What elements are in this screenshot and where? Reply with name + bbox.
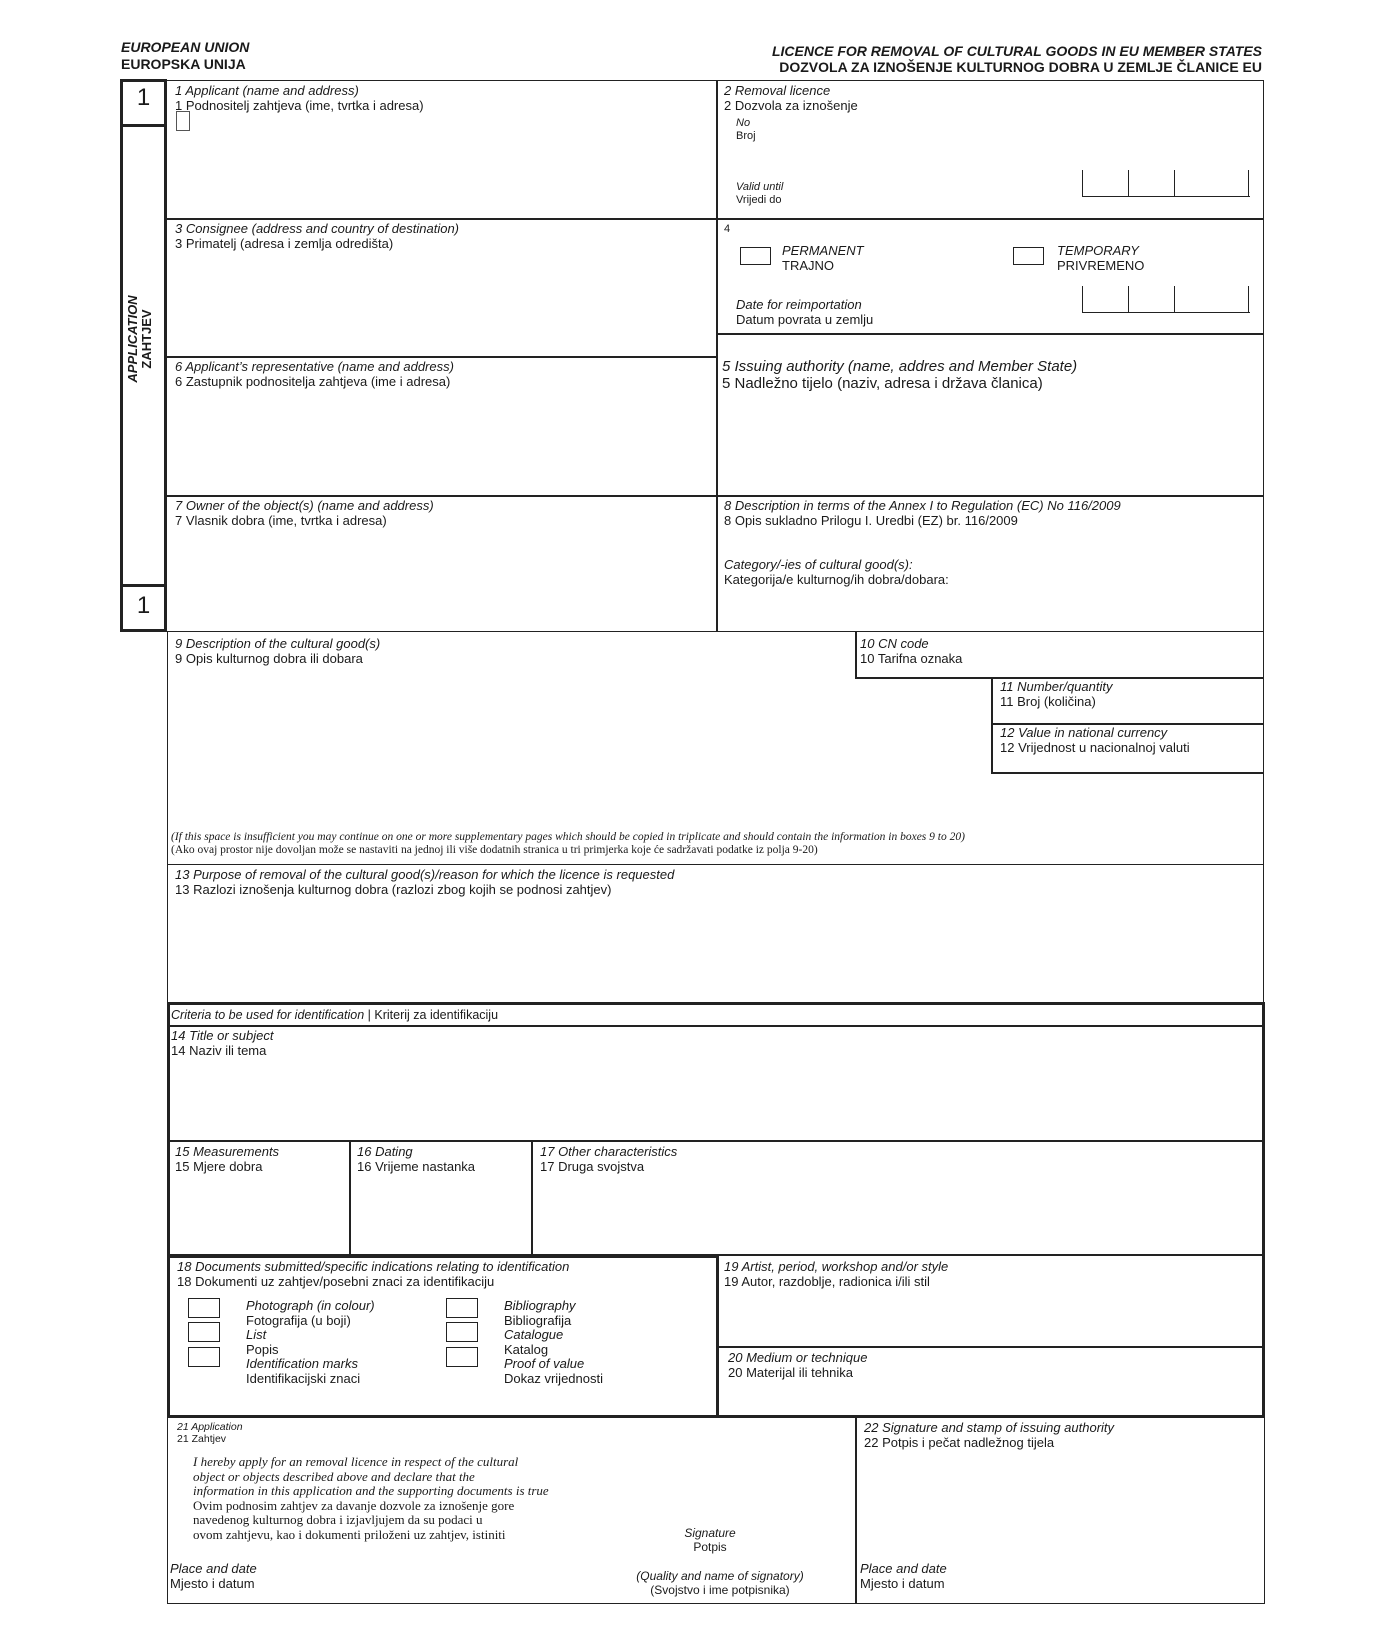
box-21-declaration: [193, 1455, 549, 1542]
applicant-signature[interactable]: [660, 1527, 760, 1554]
bibliography-checkbox[interactable]: [446, 1298, 478, 1318]
box-13-label-hr: 13 Razlozi iznošenja kulturnog dobra (razlozi zbog kojih se podnosi zahtjev): [175, 881, 612, 897]
box-16-dating[interactable]: [357, 1145, 475, 1174]
box-2-label-hr: 2 Dozvola za iznošenje: [724, 97, 858, 113]
copy-number-top: 1: [136, 84, 151, 111]
side-label: [126, 219, 154, 459]
authority-place-date-hr: Mjesto i datum: [860, 1575, 945, 1591]
box-9-label-hr: 9 Opis kulturnog dobra ili dobara: [175, 650, 363, 666]
reimport-label: [736, 298, 873, 327]
identification-marks-label-hr: Identifikacijski znaci: [246, 1370, 361, 1386]
declaration-en-1: I hereby apply for an removal licence in respect of the cultural: [193, 1454, 519, 1469]
supplementary-note-en: (If this space is insufficient you may continue on one or more supplementary pages which should be copied in triplicate and should contain the information in boxes 9 to 20): [171, 831, 965, 843]
box-3-consignee[interactable]: [175, 222, 459, 251]
box-20-label-en: 20 Medium or technique: [728, 1350, 868, 1365]
box-8-description[interactable]: [724, 499, 1121, 528]
temporary-label: [1057, 244, 1144, 273]
supplementary-note-hr: (Ako ovaj prostor nije dovoljan može se nastaviti na jednoj ili više dodatnih stranica u tri primjerka koje će sadržavati podatke iz polja 9-20): [171, 844, 818, 856]
declaration-hr-2: navedenog kulturnog dobra i izjavljujem da su podaci u: [193, 1512, 483, 1527]
box-8-category: [724, 558, 949, 587]
proof-of-value-label-hr: Dokaz vrijednosti: [504, 1370, 603, 1386]
proof-of-value-checkbox[interactable]: [446, 1347, 478, 1367]
box-12-value[interactable]: [1000, 726, 1190, 755]
header-eu-hr: EUROPSKA UNIJA: [121, 56, 246, 72]
declaration-en-2: object or objects described above and declare that the: [193, 1468, 475, 1484]
box-16-label-en: 16 Dating: [357, 1144, 413, 1159]
list-label-hr: Popis: [246, 1341, 279, 1357]
signature-label-hr: Potpis: [693, 1539, 727, 1554]
box-13-label-en: 13 Purpose of removal of the cultural good(s)/reason for which the licence is requested: [175, 867, 675, 882]
box-6-label-hr: 6 Zastupnik podnositelja zahtjeva (ime i adresa): [175, 373, 451, 389]
signatory-quality-en: (Quality and name of signatory): [636, 1569, 804, 1583]
box-9-description[interactable]: [175, 637, 380, 666]
box-10-label-en: 10 CN code: [860, 636, 929, 651]
box-2-no-en: No: [736, 117, 751, 129]
bibliography-label-hr: Bibliografija: [504, 1312, 572, 1328]
valid-until-date-field[interactable]: [1082, 170, 1250, 197]
temporary-label-hr: PRIVREMENO: [1057, 257, 1145, 273]
signatory-quality-hr: (Svojstvo i ime potpisnika): [650, 1582, 790, 1597]
box-2-no-hr: Broj: [736, 129, 756, 142]
box-16-label-hr: 16 Vrijeme nastanka: [357, 1158, 476, 1174]
reimport-label-en: Date for reimportation: [736, 297, 862, 312]
photograph-label-en: Photograph (in colour): [246, 1298, 375, 1313]
reimport-date-field[interactable]: [1082, 286, 1250, 313]
criteria-heading-hr: | Kriterij za identifikaciju: [367, 1008, 499, 1022]
box-5-issuing-authority[interactable]: [722, 358, 1077, 392]
header-title-en: LICENCE FOR REMOVAL OF CULTURAL GOODS IN EU MEMBER STATES: [771, 43, 1262, 59]
box-7-label-hr: 7 Vlasnik dobra (ime, tvrtka i adresa): [175, 512, 387, 528]
declaration-hr-1: Ovim podnosim zahtjev za davanje dozvole za iznošenje gore: [193, 1497, 515, 1513]
box-18-left-labels: [246, 1299, 375, 1386]
supplementary-note: [171, 831, 1261, 857]
catalogue-label-en: Catalogue: [504, 1327, 564, 1342]
applicant-place-date-en: Place and date: [170, 1561, 257, 1576]
box-8-label-en: 8 Description in terms of the Annex I to Regulation (EC) No 116/2009: [724, 498, 1121, 513]
box-18-label-hr: 18 Dokumenti uz zahtjev/posebni znaci za identifikaciju: [177, 1273, 495, 1289]
box-22-authority-signature[interactable]: [864, 1421, 1114, 1450]
declaration-en-3: information in this application and the supporting documents is true: [193, 1483, 549, 1498]
identification-marks-label-en: Identification marks: [246, 1356, 358, 1371]
box-18-documents: [177, 1260, 569, 1289]
applicant-place-date[interactable]: [170, 1562, 257, 1591]
box-19-artist[interactable]: [724, 1260, 948, 1289]
box-11-quantity[interactable]: [1000, 680, 1113, 709]
box-2-licence: [724, 84, 858, 113]
box-21-application: [177, 1421, 243, 1445]
box-8-category-en: Category/-ies of cultural good(s):: [724, 557, 913, 572]
box-11-label-en: 11 Number/quantity: [1000, 679, 1113, 694]
box-1-marker: [176, 111, 190, 131]
box-2-label-en: 2 Removal licence: [724, 83, 831, 98]
list-checkbox[interactable]: [188, 1322, 220, 1342]
box-2-valid-until: [736, 181, 783, 206]
box-21-label-en: 21 Application: [177, 1421, 243, 1433]
reimport-label-hr: Datum povrata u zemlju: [736, 311, 874, 327]
box-15-measurements[interactable]: [175, 1145, 279, 1174]
header-title-hr: DOZVOLA ZA IZNOŠENJE KULTURNOG DOBRA U ZEMLJE ČLANICE EU: [779, 59, 1262, 75]
box-3-label-hr: 3 Primatelj (adresa i zemlja odredišta): [175, 235, 394, 251]
box-12-label-en: 12 Value in national currency: [1000, 725, 1168, 740]
permanent-label-en: PERMANENT: [782, 243, 864, 258]
box-1-applicant[interactable]: [175, 84, 424, 113]
box-12-label-hr: 12 Vrijednost u nacionalnoj valuti: [1000, 739, 1190, 755]
box-14-label-en: 14 Title or subject: [171, 1028, 274, 1043]
box-22-label-en: 22 Signature and stamp of issuing authority: [864, 1420, 1115, 1435]
box-1-label-hr: 1 Podnositelj zahtjeva (ime, tvrtka i adresa): [175, 97, 424, 113]
box-6-representative[interactable]: [175, 360, 454, 389]
header-eu-en: EUROPEAN UNION: [121, 39, 250, 55]
box-5-label-en: 5 Issuing authority (name, addres and Member State): [722, 358, 1078, 375]
box-15-label-en: 15 Measurements: [175, 1144, 280, 1159]
side-label-en: APPLICATION: [125, 295, 140, 383]
box-5-label-hr: 5 Nadležno tijelo (naziv, adresa i država članica): [722, 375, 1043, 392]
box-21-label-hr: 21 Zahtjev: [177, 1433, 227, 1445]
box-10-label-hr: 10 Tarifna oznaka: [860, 650, 963, 666]
applicant-place-date-hr: Mjesto i datum: [170, 1575, 255, 1591]
box-14-label-hr: 14 Naziv ili tema: [171, 1042, 267, 1058]
box-2-valid-en: Valid until: [736, 181, 784, 193]
temporary-label-en: TEMPORARY: [1057, 243, 1139, 258]
box-10-cn-code[interactable]: [860, 637, 962, 666]
box-18-right-labels: [504, 1299, 603, 1386]
box-3-label-en: 3 Consignee (address and country of destination): [175, 221, 460, 236]
photograph-label-hr: Fotografija (u boji): [246, 1312, 351, 1328]
box-19-label-hr: 19 Autor, razdoblje, radionica i/ili stil: [724, 1273, 930, 1289]
box-8-label-hr: 8 Opis sukladno Prilogu I. Uredbi (EZ) br. 116/2009: [724, 512, 1018, 528]
signatory-quality[interactable]: [600, 1570, 840, 1597]
box-1-label-en: 1 Applicant (name and address): [175, 83, 359, 98]
permanent-label-hr: TRAJNO: [782, 257, 834, 273]
criteria-heading: [171, 1008, 498, 1022]
box-17-label-en: 17 Other characteristics: [540, 1144, 678, 1159]
box-20-medium[interactable]: [728, 1351, 867, 1380]
box-7-owner[interactable]: [175, 499, 434, 528]
box-6-label-en: 6 Applicant’s representative (name and address): [175, 359, 454, 374]
photograph-checkbox[interactable]: [188, 1298, 220, 1318]
identification-marks-checkbox[interactable]: [188, 1347, 220, 1367]
signature-label-en: Signature: [684, 1526, 736, 1540]
list-label-en: List: [246, 1327, 267, 1342]
box-2-valid-hr: Vrijedi do: [736, 193, 782, 206]
criteria-heading-en: Criteria to be used for identification: [171, 1008, 365, 1022]
box-9-label-en: 9 Description of the cultural good(s): [175, 636, 381, 651]
box-11-label-hr: 11 Broj (količina): [1000, 693, 1096, 709]
box-20-label-hr: 20 Materijal ili tehnika: [728, 1364, 854, 1380]
box-17-other[interactable]: [540, 1145, 677, 1174]
catalogue-label-hr: Katalog: [504, 1341, 549, 1357]
permanent-label: [782, 244, 864, 273]
box-4-number: 4: [724, 223, 731, 235]
box-22-label-hr: 22 Potpis i pečat nadležnog tijela: [864, 1434, 1055, 1450]
box-18-label-en: 18 Documents submitted/specific indications relating to identification: [177, 1259, 570, 1274]
box-7-label-en: 7 Owner of the object(s) (name and address): [175, 498, 434, 513]
box-19-label-en: 19 Artist, period, workshop and/or style: [724, 1259, 949, 1274]
permanent-checkbox[interactable]: [740, 247, 771, 265]
side-label-hr: ZAHTJEV: [139, 309, 154, 369]
box-17-label-hr: 17 Druga svojstva: [540, 1158, 645, 1174]
declaration-hr-3: ovom zahtjevu, kao i dokumenti priloženi uz zahtjev, istiniti: [193, 1526, 506, 1542]
authority-place-date-en: Place and date: [860, 1561, 947, 1576]
box-15-label-hr: 15 Mjere dobra: [175, 1158, 263, 1174]
catalogue-checkbox[interactable]: [446, 1322, 478, 1342]
temporary-checkbox[interactable]: [1013, 247, 1044, 265]
proof-of-value-label-en: Proof of value: [504, 1356, 585, 1371]
authority-place-date[interactable]: [860, 1562, 947, 1591]
bibliography-label-en: Bibliography: [504, 1298, 576, 1313]
box-8-category-hr: Kategorija/e kulturnog/ih dobra/dobara:: [724, 571, 949, 587]
box-14-title[interactable]: [171, 1029, 274, 1058]
box-2-number[interactable]: [736, 117, 756, 142]
box-13-purpose[interactable]: [175, 868, 674, 897]
copy-number-bottom: 1: [136, 592, 151, 619]
